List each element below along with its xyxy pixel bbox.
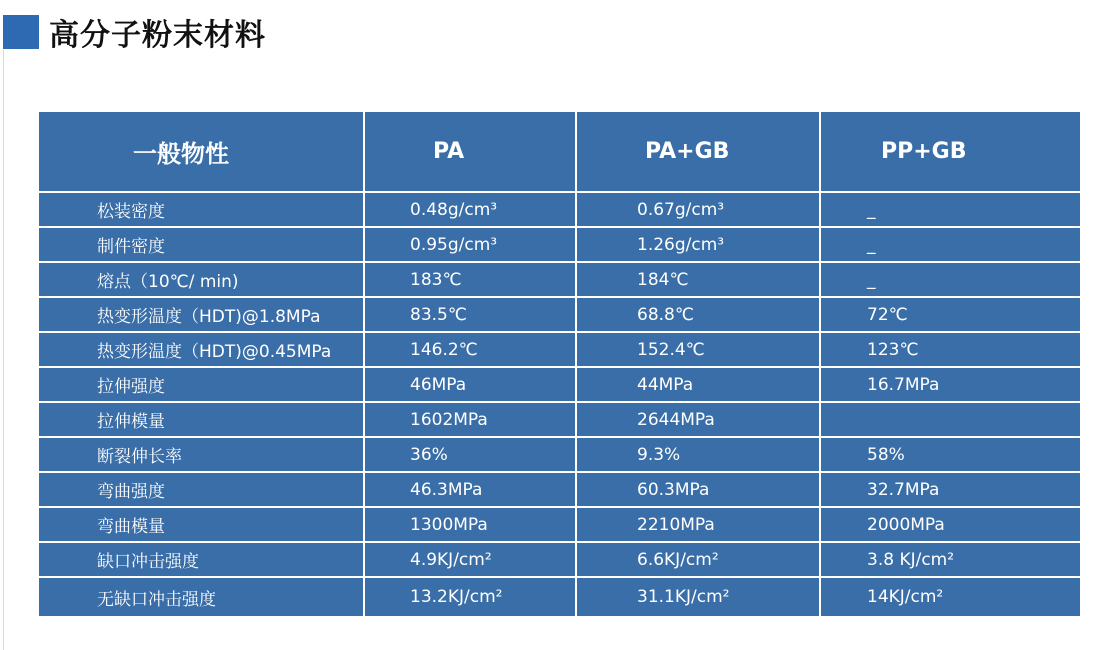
pp-gb-value: _ — [820, 192, 1081, 227]
property-label: 松装密度 — [38, 192, 364, 227]
table-row — [38, 472, 1081, 507]
table-body — [38, 192, 1081, 617]
pa-value: 183℃ — [364, 262, 576, 297]
pa-gb-value: 2210MPa — [576, 507, 820, 542]
pp-gb-value: 16.7MPa — [820, 367, 1081, 402]
pp-gb-value: 123℃ — [820, 332, 1081, 367]
table-row — [38, 227, 1081, 262]
property-label: 弯曲模量 — [38, 507, 364, 542]
pp-gb-value: 72℃ — [820, 297, 1081, 332]
pa-value: 4.9KJ/cm² — [364, 542, 576, 577]
pa-gb-value: 2644MPa — [576, 402, 820, 437]
pa-value: 46.3MPa — [364, 472, 576, 507]
table-row — [38, 297, 1081, 332]
pa-gb-value: 6.6KJ/cm² — [576, 542, 820, 577]
header-pa: PA — [364, 111, 576, 192]
page-title: 高分子粉末材料 — [49, 18, 266, 53]
pa-gb-value: 44MPa — [576, 367, 820, 402]
header-pp-gb: PP+GB — [820, 111, 1081, 192]
properties-table — [37, 110, 1082, 618]
property-label: 拉伸强度 — [38, 367, 364, 402]
property-label: 熔点（10℃/ min) — [38, 262, 364, 297]
table-row — [38, 437, 1081, 472]
left-divider — [3, 50, 4, 650]
pa-value: 0.48g/cm³ — [364, 192, 576, 227]
pa-value: 46MPa — [364, 367, 576, 402]
property-label: 缺口冲击强度 — [38, 542, 364, 577]
header-general-properties: 一般物性 — [38, 111, 364, 192]
property-label: 热变形温度（HDT)@0.45MPa — [38, 332, 364, 367]
pa-gb-value: 0.67g/cm³ — [576, 192, 820, 227]
table-row — [38, 192, 1081, 227]
pp-gb-value — [820, 402, 1081, 437]
pa-value: 1300MPa — [364, 507, 576, 542]
table-header-row — [38, 111, 1081, 192]
property-label: 无缺口冲击强度 — [38, 577, 364, 617]
table-row — [38, 262, 1081, 297]
pa-value: 146.2℃ — [364, 332, 576, 367]
table-row — [38, 402, 1081, 437]
pp-gb-value: 2000MPa — [820, 507, 1081, 542]
pa-value: 36% — [364, 437, 576, 472]
pp-gb-value: 32.7MPa — [820, 472, 1081, 507]
pa-gb-value: 31.1KJ/cm² — [576, 577, 820, 617]
property-label: 制件密度 — [38, 227, 364, 262]
pa-value: 0.95g/cm³ — [364, 227, 576, 262]
title-accent-square — [3, 15, 39, 49]
pa-value: 13.2KJ/cm² — [364, 577, 576, 617]
pp-gb-value: _ — [820, 227, 1081, 262]
property-label: 拉伸模量 — [38, 402, 364, 437]
property-label: 弯曲强度 — [38, 472, 364, 507]
title-bar — [3, 14, 266, 53]
pa-gb-value: 184℃ — [576, 262, 820, 297]
pp-gb-value: 58% — [820, 437, 1081, 472]
property-label: 断裂伸长率 — [38, 437, 364, 472]
pa-gb-value: 68.8℃ — [576, 297, 820, 332]
table-row — [38, 367, 1081, 402]
pa-gb-value: 1.26g/cm³ — [576, 227, 820, 262]
property-label: 热变形温度（HDT)@1.8MPa — [38, 297, 364, 332]
properties-table-wrap — [37, 110, 1080, 618]
pp-gb-value: 3.8 KJ/cm² — [820, 542, 1081, 577]
pa-gb-value: 60.3MPa — [576, 472, 820, 507]
table-row — [38, 507, 1081, 542]
pa-gb-value: 152.4℃ — [576, 332, 820, 367]
pa-value: 83.5℃ — [364, 297, 576, 332]
table-row — [38, 332, 1081, 367]
pp-gb-value: _ — [820, 262, 1081, 297]
table-row — [38, 542, 1081, 577]
pp-gb-value: 14KJ/cm² — [820, 577, 1081, 617]
pa-gb-value: 9.3% — [576, 437, 820, 472]
pa-value: 1602MPa — [364, 402, 576, 437]
header-pa-gb: PA+GB — [576, 111, 820, 192]
table-row — [38, 577, 1081, 617]
